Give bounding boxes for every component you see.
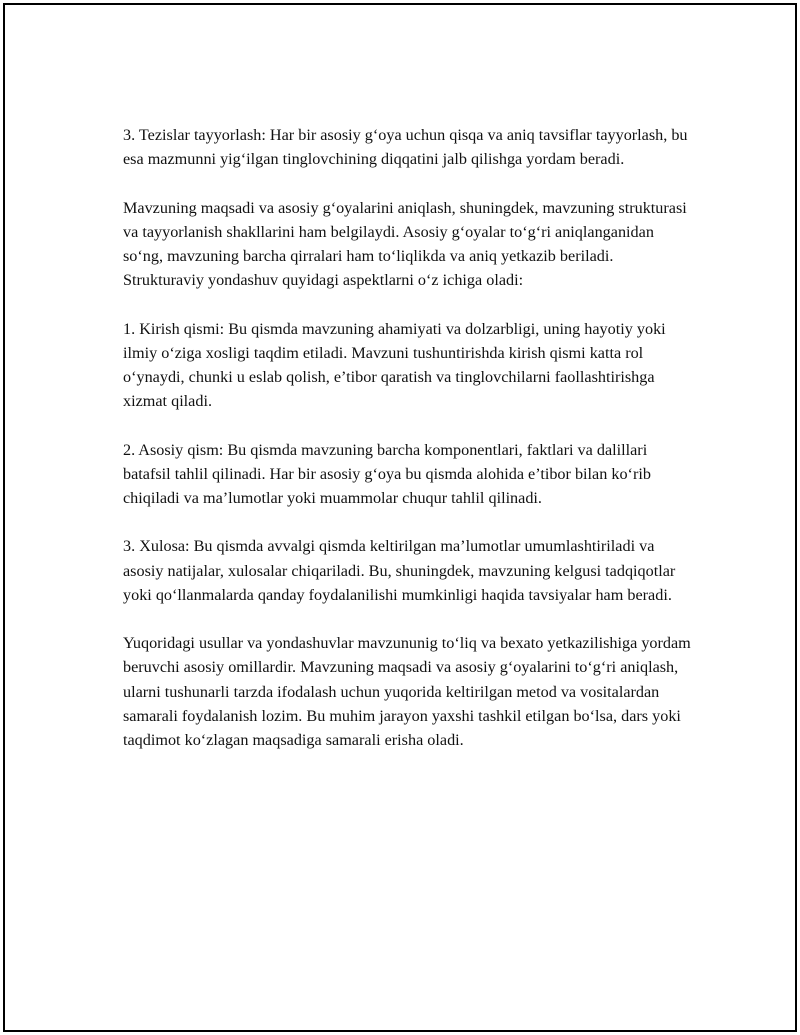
paragraph-xulosa: 3. Xulosa: Bu qismda avvalgi qismda keltirilgan ma’lumotlar umumlashtiriladi va asosiy natijalar, xulosalar chiqariladi. Bu, shuningdek, mavzuning kelgusi tadqiqotlar yoki qo‘llanmalarda qanday foydalanilishi mumkinligi haqida tavsiyalar ham beradi. xyxy=(123,537,676,604)
paragraph-maqsad: Mavzuning maqsadi va asosiy g‘oyalarini aniqlash, shuningdek, mavzuning strukturasi va tayyorlanish shakllarini ham belgilaydi. Asosiy g‘oyalar to‘g‘ri aniqlanganidan so‘ng, mavzuning barcha qirralari ham to‘liqlikda va aniq yetkazib beriladi. Strukturaviy yondashuv quyidagi aspektlarni o‘z ichiga oladi: xyxy=(123,198,687,290)
paragraph-asosiy-qism: 2. Asosiy qism: Bu qismda mavzuning barcha komponentlari, faktlari va dalillari batafsil tahlil qilinadi. Har bir asosiy g‘oya bu qismda alohida e’tibor bilan ko‘rib chiqiladi va ma’lumotlar yoki muammolar chuqur tahlil qilinadi. xyxy=(123,440,651,507)
page-frame xyxy=(3,3,797,1032)
paragraph-yakun: Yuqoridagi usullar va yondashuvlar mavzununig to‘liq va bexato yetkazilishiga yordam beruvchi asosiy omillardir. Mavzuning maqsadi va asosiy g‘oyalarini to‘g‘ri aniqlash, ularni tushunarli tarzda ifodalash uchun yuqorida keltirilgan metod va vositalardan samarali foydalanish lozim. Bu muhim jarayon yaxshi tashkil etilgan bo‘lsa, dars yoki taqdimot ko‘zlagan maqsadiga samarali erisha oladi. xyxy=(123,634,691,749)
document-body xyxy=(123,123,693,776)
paragraph-tezislar: 3. Tezislar tayyorlash: Har bir asosiy g‘oya uchun qisqa va aniq tavsiflar tayyorlash, bu esa mazmunni yig‘ilgan tinglovchining diqqatini jalb qilishga yordam beradi. xyxy=(123,126,688,169)
paragraph-kirish-qismi: 1. Kirish qismi: Bu qismda mavzuning ahamiyati va dolzarbligi, uning hayotiy yoki ilmiy o‘ziga xosligi taqdim etiladi. Mavzuni tushuntirishda kirish qismi katta rol o‘ynaydi, chunki u eslab qolish, e’tibor qaratish va tinglovchilarni faollashtirishga xizmat qiladi. xyxy=(123,319,666,411)
